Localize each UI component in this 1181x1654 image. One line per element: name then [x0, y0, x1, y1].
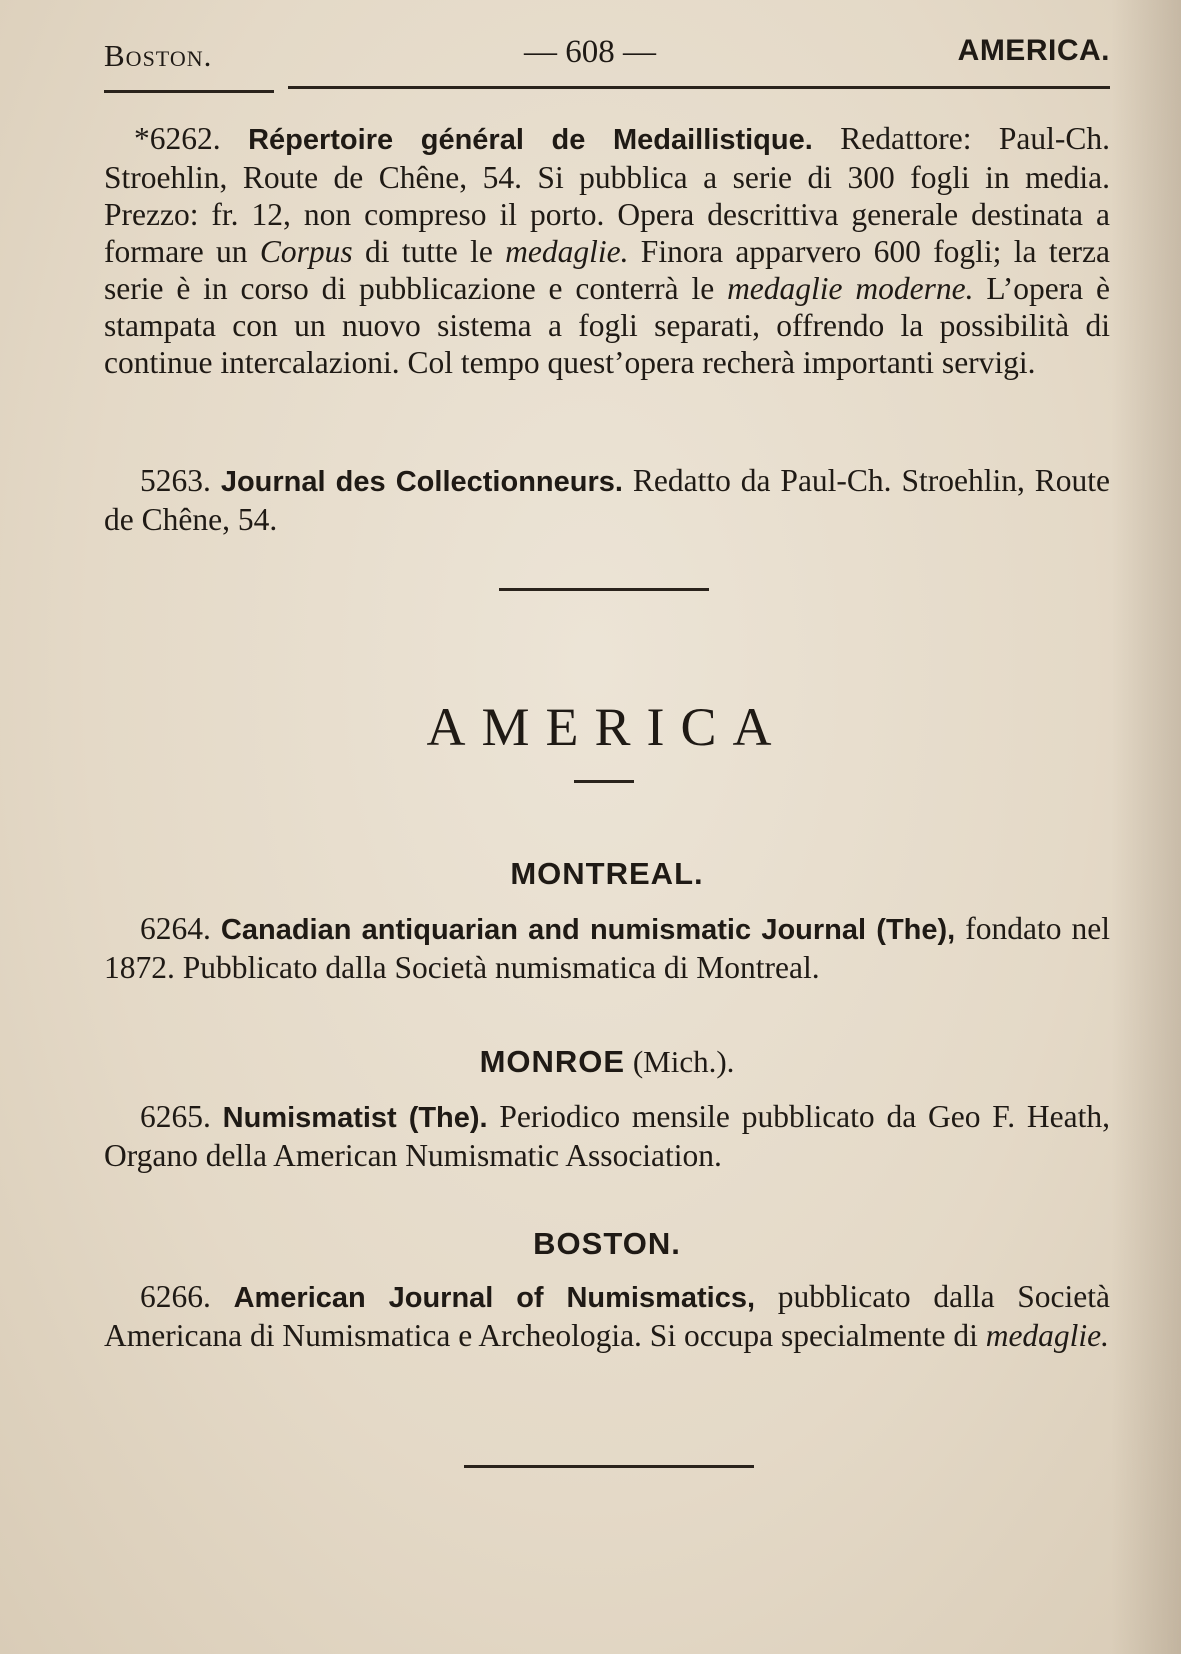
city-qualifier: (Mich.). — [625, 1044, 735, 1079]
section-divider — [499, 588, 709, 591]
entry-title: Numismatist (The). — [222, 1102, 488, 1134]
entry-6264 — [104, 910, 1110, 986]
entry-6262 — [104, 120, 1110, 381]
entry-italic: medaglie. — [985, 1318, 1110, 1353]
entry-title: Canadian antiquarian and numismatic Journal (The), — [220, 914, 956, 946]
city-heading-montreal: MONTREAL. — [510, 856, 704, 891]
entry-text: Finora apparvero 600 fogli; la terza serie è in corso di pubblicazione e conterrà le — [104, 234, 1110, 306]
entry-title: American Journal of Numismatics, — [233, 1282, 756, 1314]
closing-divider — [464, 1465, 754, 1468]
page-number: — 608 — — [524, 34, 656, 70]
section-title: AMERICA — [426, 697, 788, 757]
entry-6266 — [104, 1278, 1110, 1354]
entry-number: 6266. — [140, 1279, 211, 1314]
page-edge-shadow — [1111, 0, 1181, 1654]
entry-number: 6265. — [140, 1099, 211, 1134]
entry-6265 — [104, 1098, 1110, 1174]
entry-italic: Corpus — [259, 234, 353, 269]
entry-text: Redatto da Paul-Ch. Stroehlin, Route de Chêne, 54. — [104, 463, 1111, 537]
entry-text: fondato nel 1872. Pubblicato dalla Società numismatica di Montreal. — [104, 911, 1111, 985]
city-heading-boston: BOSTON. — [533, 1226, 681, 1261]
entry-number: *6262. — [134, 121, 221, 156]
running-head-right: AMERICA. — [957, 34, 1110, 67]
running-head — [104, 30, 1110, 80]
entry-text: Redattore: Paul-Ch. Stroehlin, Route de Chêne, 54. Si pubblica a serie di 300 fogli in media. Prezzo: fr. 12, non compreso il porto. Opera descrittiva generale destinata a formare un — [104, 121, 1111, 269]
running-head-left: Boston. — [104, 38, 213, 73]
entry-text: pubblicato dalla Società Americana di Numismatica e Archeologia. Si occupa specialmente di — [104, 1279, 1110, 1353]
header-rule-left — [104, 90, 274, 93]
city-name: MONROE — [479, 1044, 626, 1079]
city-heading-monroe — [104, 1044, 1110, 1080]
entry-number: 6264. — [140, 911, 211, 946]
header-rule-right — [288, 86, 1110, 89]
entry-title: Répertoire général de Medaillistique. — [248, 124, 813, 156]
entry-title: Journal des Collectionneurs. — [220, 466, 623, 498]
entry-text: di tutte le — [352, 234, 506, 269]
entry-5263 — [104, 462, 1110, 538]
entry-text: Periodico mensile pubblicato da Geo F. Heath, Organo della American Numismatic Association. — [104, 1099, 1111, 1173]
title-underline — [574, 780, 634, 783]
entry-number: 5263. — [140, 463, 211, 498]
entry-text: L’opera è stampata con un nuovo sistema a fogli separati, offrendo la possibilità di continue intercalazioni. Col tempo quest’opera recherà importanti servigi. — [104, 271, 1111, 380]
entry-italic: medaglie moderne. — [727, 271, 974, 306]
entry-italic: medaglie. — [505, 234, 629, 269]
